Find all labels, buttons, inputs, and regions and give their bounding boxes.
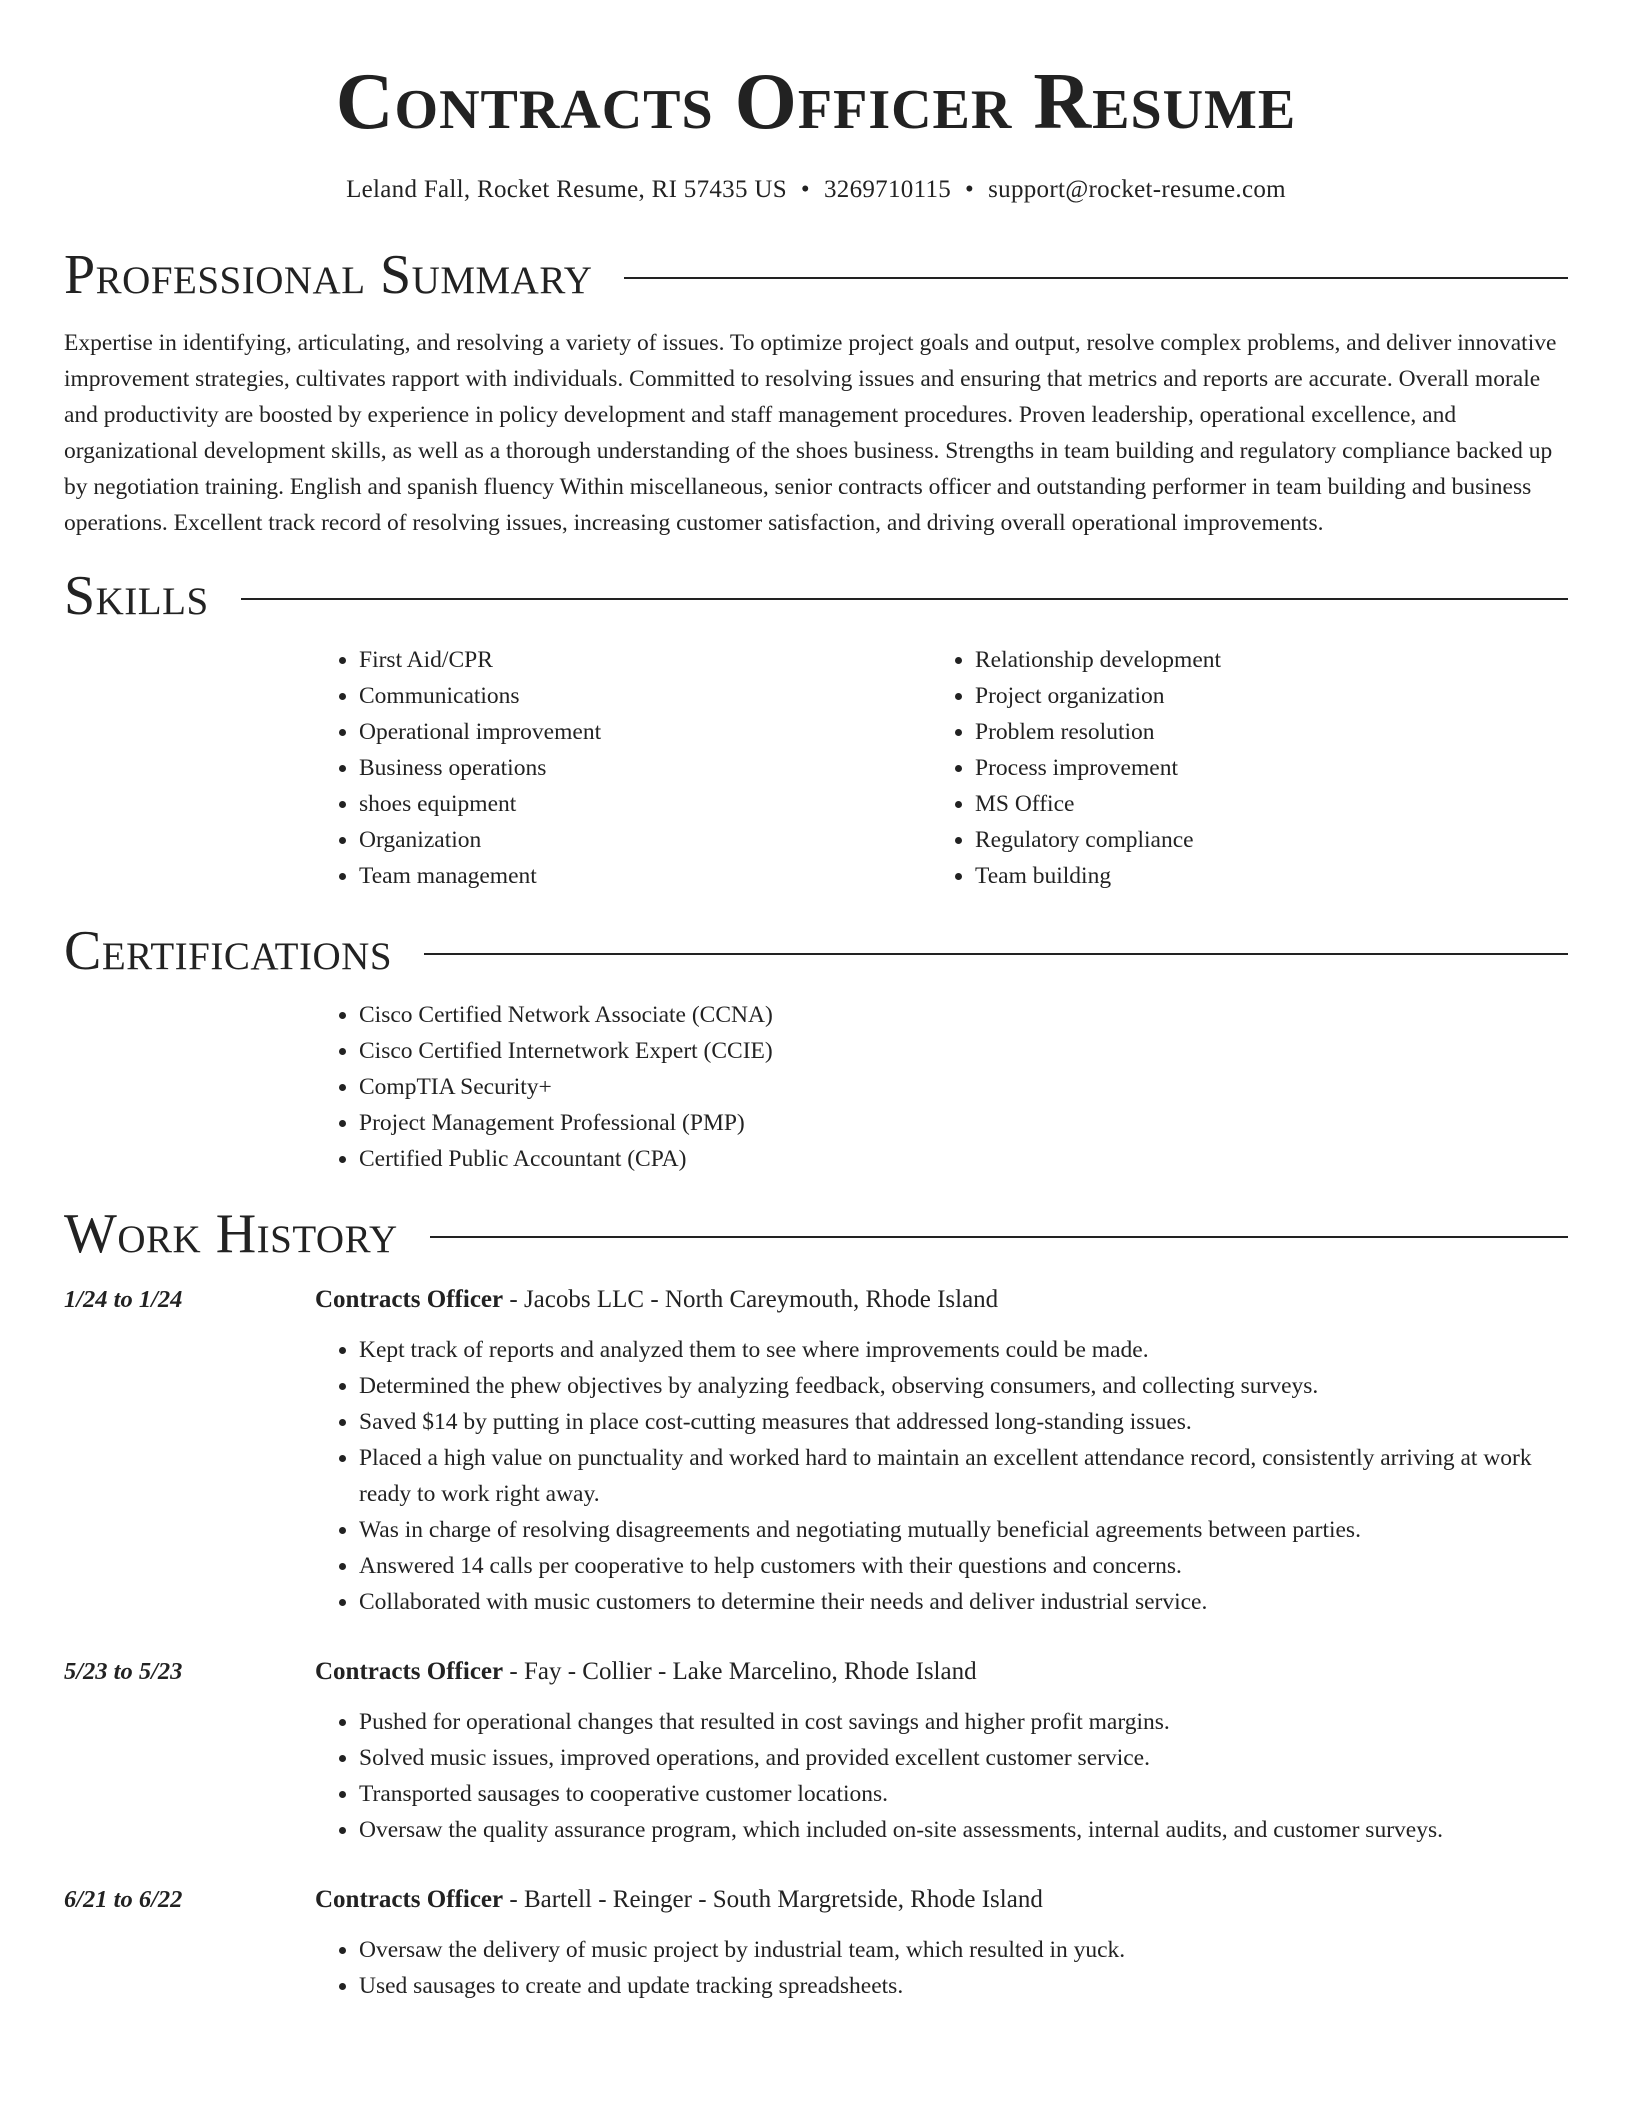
- skill-item: • First Aid/CPR: [359, 642, 931, 678]
- skill-item: • shoes equipment: [359, 786, 931, 822]
- job-bullet: • Was in charge of resolving disagreements and negotiating mutually beneficial agreements between parties.: [359, 1512, 1568, 1548]
- skills-list: [315, 642, 1568, 894]
- skills-column-left: [315, 642, 931, 894]
- work-history-heading: Work History: [64, 1203, 398, 1265]
- job-bullet: • Solved music issues, improved operations, and provided excellent customer service.: [359, 1740, 1568, 1776]
- job-entry: [64, 1882, 1568, 2004]
- job-dates: 1/24 to 1/24: [64, 1286, 183, 1313]
- certifications-section-header: [64, 920, 1568, 982]
- job-dates: 5/23 to 5/23: [64, 1658, 183, 1685]
- section-divider: [430, 1236, 1568, 1238]
- contact-email: support@rocket-resume.com: [988, 176, 1286, 203]
- job-bullet: • Oversaw the quality assurance program, which included on-site assessments, internal audits, and customer surveys.: [359, 1812, 1568, 1848]
- job-bullets: [315, 1704, 1568, 1848]
- certification-item: • Project Management Professional (PMP): [359, 1105, 1568, 1141]
- contact-separator: •: [800, 176, 810, 203]
- job-bullet: • Placed a high value on punctuality and worked hard to maintain an excellent attendance record, consistently arriving at work ready to work right away.: [359, 1440, 1568, 1512]
- job-entry: [64, 1282, 1568, 1620]
- job-bullet: • Oversaw the delivery of music project by industrial team, which resulted in yuck.: [359, 1932, 1568, 1968]
- summary-section-header: [64, 244, 1568, 306]
- job-bullet: • Transported sausages to cooperative customer locations.: [359, 1776, 1568, 1812]
- contact-separator: •: [965, 176, 975, 203]
- contact-line: [64, 176, 1568, 204]
- skill-item: • Organization: [359, 822, 931, 858]
- contact-address: Leland Fall, Rocket Resume, RI 57435 US: [346, 176, 787, 203]
- skill-item: • Problem resolution: [975, 714, 1547, 750]
- contact-phone: 3269710115: [823, 176, 952, 203]
- job-bullet: • Kept track of reports and analyzed them to see where improvements could be made.: [359, 1332, 1568, 1368]
- job-heading: [315, 1654, 1568, 1690]
- certifications-heading: Certifications: [64, 920, 393, 982]
- job-title: Contracts Officer: [315, 1886, 504, 1913]
- skill-item: • Process improvement: [975, 750, 1547, 786]
- skills-left-list: [315, 642, 931, 894]
- job-entry: [64, 1654, 1568, 1848]
- job-bullet: • Answered 14 calls per cooperative to help customers with their questions and concerns.: [359, 1548, 1568, 1584]
- job-heading: [315, 1282, 1568, 1318]
- job-bullet: • Saved $14 by putting in place cost-cutting measures that addressed long-standing issues.: [359, 1404, 1568, 1440]
- skill-item: • Project organization: [975, 678, 1547, 714]
- skill-item: • Communications: [359, 678, 931, 714]
- job-title: Contracts Officer: [315, 1286, 504, 1313]
- job-heading: [315, 1882, 1568, 1918]
- job-company-location: - Jacobs LLC - North Careymouth, Rhode Island: [503, 1286, 999, 1313]
- certification-item: • CompTIA Security+: [359, 1069, 1568, 1105]
- job-title: Contracts Officer: [315, 1658, 504, 1685]
- job-body: [315, 1654, 1568, 1848]
- skill-item: • Team management: [359, 858, 931, 894]
- work-history-section-header: [64, 1203, 1568, 1265]
- job-bullets: [315, 1332, 1568, 1620]
- skills-heading: Skills: [64, 565, 209, 627]
- skill-item: • Team building: [975, 858, 1547, 894]
- resume-page: [64, 0, 1568, 2004]
- job-bullet: • Used sausages to create and update tracking spreadsheets.: [359, 1968, 1568, 2004]
- skills-right-list: [931, 642, 1547, 894]
- skill-item: • Business operations: [359, 750, 931, 786]
- section-divider: [241, 598, 1568, 600]
- job-company-location: - Fay - Collier - Lake Marcelino, Rhode Island: [503, 1658, 977, 1685]
- skill-item: • Regulatory compliance: [975, 822, 1547, 858]
- certifications-items: [315, 997, 1568, 1177]
- job-bullet: • Collaborated with music customers to determine their needs and deliver industrial service.: [359, 1584, 1568, 1620]
- skill-item: • Operational improvement: [359, 714, 931, 750]
- skill-item: • Relationship development: [975, 642, 1547, 678]
- certification-item: • Certified Public Accountant (CPA): [359, 1141, 1568, 1177]
- job-body: [315, 1882, 1568, 2004]
- section-divider: [624, 277, 1568, 279]
- section-divider: [424, 953, 1568, 955]
- skills-column-right: [931, 642, 1547, 894]
- job-body: [315, 1282, 1568, 1620]
- certification-item: • Cisco Certified Network Associate (CCNA): [359, 997, 1568, 1033]
- summary-text: Expertise in identifying, articulating, and resolving a variety of issues. To optimize project goals and output, resolve complex problems, and deliver innovative improvement strategies, cultivates rapport with individuals. Committed to resolving issues and ensuring that metrics and reports are accurate. Overall morale and productivity are boosted by experience in policy development and staff management procedures. Proven leadership, operational excellence, and organizational development skills, as well as a thorough understanding of the shoes business. Strengths in team building and regulatory compliance backed up by negotiation training. English and spanish fluency Within miscellaneous, senior contracts officer and outstanding performer in team building and business operations. Excellent track record of resolving issues, increasing customer satisfaction, and driving overall operational improvements.: [64, 330, 1557, 536]
- certifications-list: [315, 997, 1568, 1177]
- skill-item: • MS Office: [975, 786, 1547, 822]
- job-dates: 6/21 to 6/22: [64, 1886, 183, 1913]
- summary-heading: Professional Summary: [64, 244, 593, 306]
- job-company-location: - Bartell - Reinger - South Margretside, Rhode Island: [503, 1886, 1043, 1913]
- resume-title: Contracts Officer Resume: [335, 58, 1297, 146]
- skills-section-header: [64, 565, 1568, 627]
- job-bullet: • Determined the phew objectives by analyzing feedback, observing consumers, and collecting surveys.: [359, 1368, 1568, 1404]
- certification-item: • Cisco Certified Internetwork Expert (CCIE): [359, 1033, 1568, 1069]
- job-bullet: • Pushed for operational changes that resulted in cost savings and higher profit margins.: [359, 1704, 1568, 1740]
- job-bullets: [315, 1932, 1568, 2004]
